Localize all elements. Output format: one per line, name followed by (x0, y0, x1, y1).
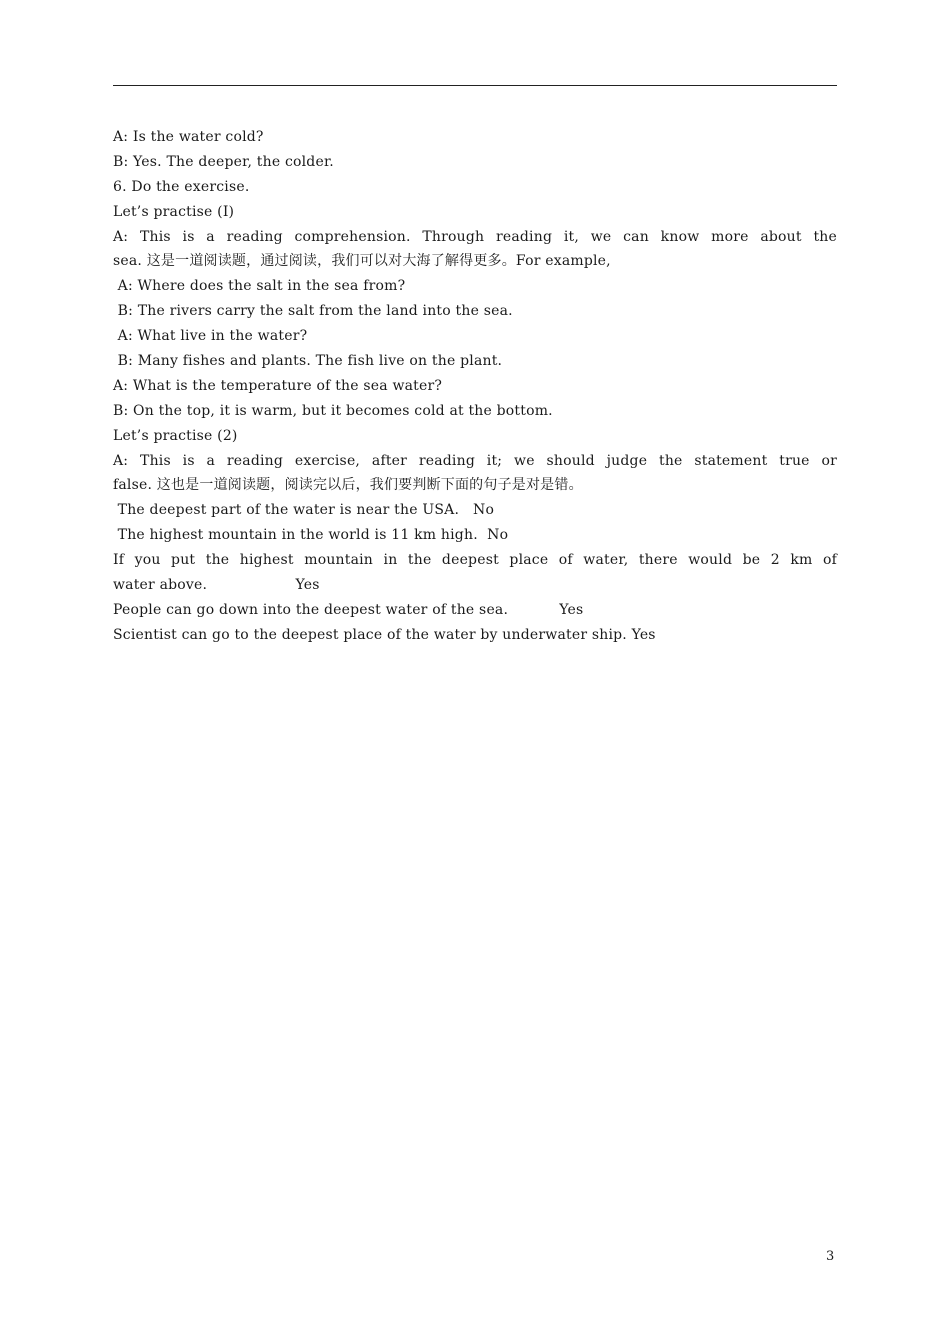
section-heading: 6. Do the exercise. (113, 178, 250, 195)
section-heading: Let’s practise (Ⅰ) (113, 203, 235, 220)
statement-line: If you put the highest mountain in the deepest place of water, there would be 2 km of (113, 552, 837, 569)
dialogue-line: B: Yes. The deeper, the colder. (113, 153, 334, 170)
dialogue-line: A: Is the water cold? (113, 129, 264, 145)
page-number: 3 (826, 1249, 835, 1264)
statement-line: Scientist can go to the deepest place of the water by underwater ship. Yes (113, 626, 656, 643)
dialogue-line: A: Where does the salt in the sea from? (113, 278, 406, 295)
dialogue-line: B: On the top, it is warm, but it becomes cold at the bottom. (113, 402, 553, 419)
section-heading: Let’s practise (2) (113, 427, 238, 444)
dialogue-line: B: The rivers carry the salt from the land into the sea. (113, 303, 513, 320)
paragraph-line: A: This is a reading comprehension. Through reading it, we can know more about the (113, 228, 837, 245)
header-rule (113, 85, 837, 86)
dialogue-line: A: What is the temperature of the sea water? (113, 377, 443, 394)
statement-line: The deepest part of the water is near the USA. No (113, 502, 495, 519)
paragraph-line: sea. 这是一道阅读题，通过阅读，我们可以对大海了解得更多。For example, (113, 253, 611, 270)
document-body (113, 125, 837, 648)
dialogue-line: B: Many fishes and plants. The fish live on the plant. (113, 353, 503, 370)
paragraph-line: A: This is a reading exercise, after reading it; we should judge the statement true or (113, 452, 837, 469)
statement-line: water above. Yes (113, 577, 320, 594)
statement-line: The highest mountain in the world is 11 km high. No (113, 527, 509, 544)
statement-line: People can go down into the deepest water of the sea. Yes (113, 601, 584, 618)
dialogue-line: A: What live in the water? (113, 328, 308, 345)
paragraph-line: false. 这也是一道阅读题，阅读完以后，我们要判断下面的句子是对是错。 (113, 477, 583, 494)
